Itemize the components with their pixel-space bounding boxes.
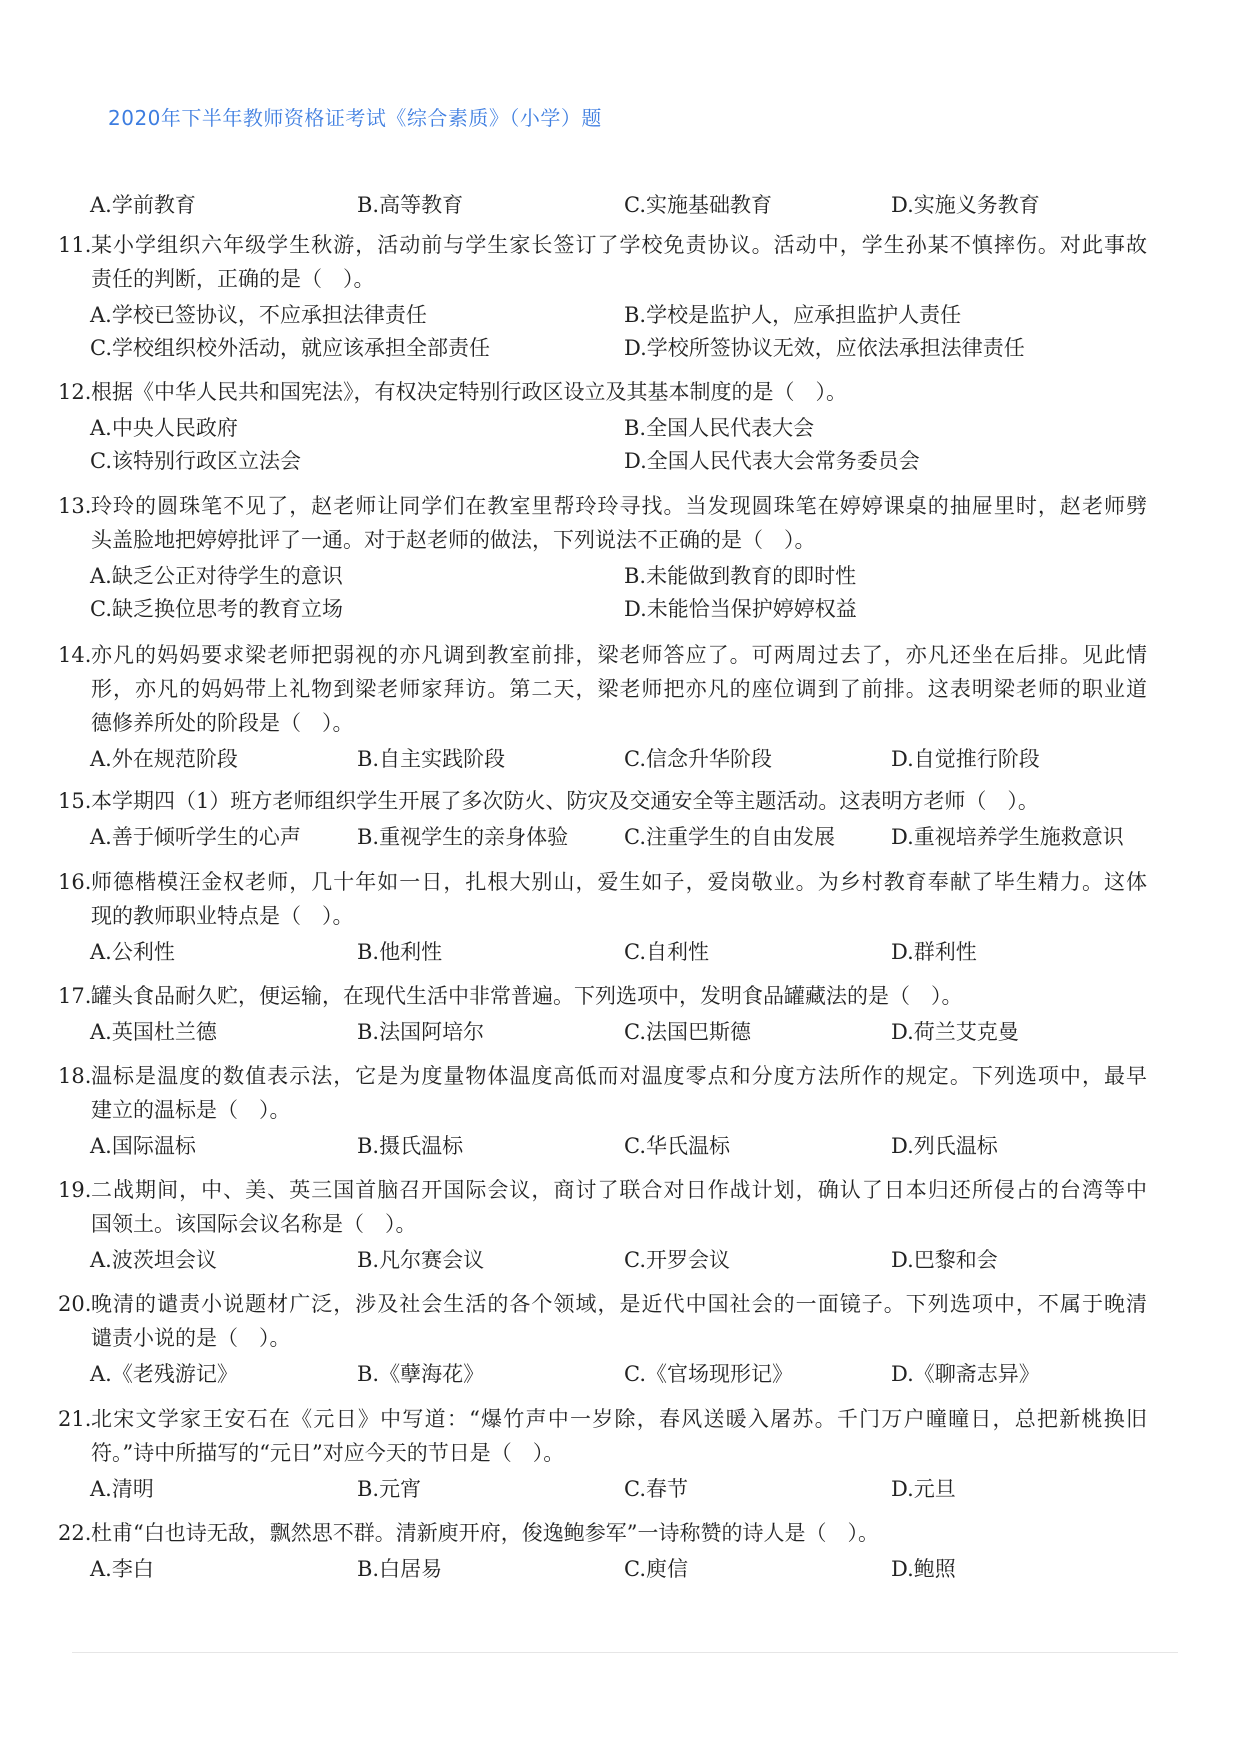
- question-stem: [0, 638, 1240, 740]
- question-number: 11.: [58, 233, 92, 257]
- answer-option-a: A.李白: [90, 1557, 154, 1581]
- question-text-line: 形，亦凡的妈妈带上礼物到梁老师家拜访。第二天，梁老师把亦凡的座位调到了前排。这表明梁老师的职业道: [91, 677, 1147, 701]
- question-stem: [0, 489, 1240, 557]
- answer-option-a: A.清明: [90, 1477, 154, 1501]
- answer-option-d: D.全国人民代表大会常务委员会: [624, 449, 920, 473]
- answer-option-b: B.重视学生的亲身体验: [357, 825, 569, 849]
- answer-option-b: B.学校是监护人，应承担监护人责任: [624, 303, 962, 327]
- question-text-line: 责任的判断，正确的是（ ）。: [91, 267, 375, 291]
- answer-option-d: D.自觉推行阶段: [891, 747, 1040, 771]
- answer-option-c: C.春节: [624, 1477, 688, 1501]
- question-number: 20.: [58, 1292, 92, 1316]
- question-text-line: 现的教师职业特点是（ ）。: [91, 904, 354, 928]
- answer-option-c: C.自利性: [624, 940, 709, 964]
- question-number: 12.: [58, 380, 92, 404]
- answer-option-a: A.波茨坦会议: [90, 1248, 217, 1272]
- answer-option-b: B.凡尔赛会议: [357, 1248, 485, 1272]
- answer-option-b: B.白居易: [357, 1557, 443, 1581]
- question-text-line: 德修养所处的阶段是（ ）。: [91, 711, 354, 735]
- question-stem: [0, 1173, 1240, 1241]
- question-number: 21.: [58, 1407, 92, 1431]
- question-text-line: 晚清的谴责小说题材广泛，涉及社会生活的各个领域，是近代中国社会的一面镜子。下列选项中，不属于晚清: [91, 1292, 1147, 1316]
- question-number: 15.: [58, 789, 92, 813]
- answer-option-d: D.实施义务教育: [891, 193, 1040, 217]
- answer-option-b: B.自主实践阶段: [357, 747, 506, 771]
- question-13: [0, 489, 1240, 621]
- answer-option-d: D.群利性: [891, 940, 977, 964]
- question-number: 13.: [58, 494, 92, 518]
- answer-option-b: B.摄氏温标: [357, 1134, 464, 1158]
- question-text-line: 符。”诗中所描写的“元日”对应今天的节日是（ ）。: [91, 1441, 565, 1465]
- question-stem: [0, 228, 1240, 296]
- answer-option-d: D.未能恰当保护婷婷权益: [624, 597, 857, 621]
- question-number: 17.: [58, 984, 92, 1008]
- answer-option-b: B.法国阿培尔: [357, 1020, 485, 1044]
- question-21: [0, 1402, 1240, 1501]
- question-text-line: 根据《中华人民共和国宪法》，有权决定特别行政区设立及其基本制度的是（ ）。: [91, 380, 847, 404]
- answer-option-a: A.公利性: [90, 940, 175, 964]
- answer-option-a: A.缺乏公正对待学生的意识: [90, 564, 343, 588]
- question-text-line: 北宋文学家王安石在《元日》中写道：“爆竹声中一岁除，春风送暖入屠苏。千门万户曈曈日，总把新桃换旧: [91, 1407, 1147, 1431]
- question-number: 14.: [58, 643, 92, 667]
- answer-option-a: A.《老残游记》: [90, 1362, 238, 1386]
- answer-option-c: C.法国巴斯德: [624, 1020, 751, 1044]
- answer-option-a: A.学校已签协议，不应承担法律责任: [90, 303, 427, 327]
- question-20: [0, 1287, 1240, 1386]
- answer-option-c: C.缺乏换位思考的教育立场: [90, 597, 343, 621]
- question-stem: [0, 1516, 1240, 1550]
- question-number: 16.: [58, 870, 92, 894]
- answer-option-d: D.学校所签协议无效，应依法承担法律责任: [624, 336, 1025, 360]
- answer-option-a: A.外在规范阶段: [90, 747, 238, 771]
- question-stem: [0, 979, 1240, 1013]
- answer-option-d: D.列氏温标: [891, 1134, 998, 1158]
- question-text-line: 杜甫“白也诗无敌，飘然思不群。清新庾开府，俊逸鲍参军”一诗称赞的诗人是（ ）。: [91, 1521, 879, 1545]
- question-text-line: 师德楷模汪金权老师，几十年如一日，扎根大别山，爱生如子，爱岗敬业。为乡村教育奉献了毕生精力。这体: [91, 870, 1147, 894]
- question-12: [0, 375, 1240, 473]
- answer-option-c: C.信念升华阶段: [624, 747, 772, 771]
- question-text-line: 温标是温度的数值表示法，它是为度量物体温度高低而对温度零点和分度方法所作的规定。下列选项中，最早: [91, 1064, 1147, 1088]
- question-19: [0, 1173, 1240, 1272]
- answer-option-c: C.开罗会议: [624, 1248, 730, 1272]
- page-divider: [72, 1652, 1178, 1653]
- answer-option-d: D.重视培养学生施救意识: [891, 825, 1124, 849]
- question-15: [0, 784, 1240, 849]
- answer-option-c: C.该特别行政区立法会: [90, 449, 301, 473]
- question-text-line: 二战期间，中、美、英三国首脑召开国际会议，商讨了联合对日作战计划，确认了日本归还所侵占的台湾等中: [91, 1178, 1147, 1202]
- question-22: [0, 1516, 1240, 1581]
- answer-option-d: D.元旦: [891, 1477, 956, 1501]
- question-text-line: 罐头食品耐久贮，便运输，在现代生活中非常普遍。下列选项中，发明食品罐藏法的是（ ）。: [91, 984, 963, 1008]
- answer-option-b: B.他利性: [357, 940, 443, 964]
- answer-option-a: A.学前教育: [90, 193, 196, 217]
- answer-option-a: A.善于倾听学生的心声: [90, 825, 301, 849]
- answer-option-c: C.实施基础教育: [624, 193, 772, 217]
- answer-option-d: D.《聊斋志异》: [891, 1362, 1040, 1386]
- question-text-line: 亦凡的妈妈要求梁老师把弱视的亦凡调到教室前排，梁老师答应了。可两周过去了，亦凡还坐在后排。见此情: [91, 643, 1147, 667]
- question-stem: [0, 784, 1240, 818]
- answer-option-d: D.荷兰艾克曼: [891, 1020, 1019, 1044]
- answer-option-a: A.国际温标: [90, 1134, 196, 1158]
- question-18: [0, 1059, 1240, 1158]
- question-text-line: 本学期四（1）班方老师组织学生开展了多次防火、防灾及交通安全等主题活动。这表明方老师（ ）。: [91, 789, 1039, 813]
- question-16: [0, 865, 1240, 964]
- question-stem: [0, 865, 1240, 933]
- answer-option-a: A.英国杜兰德: [90, 1020, 217, 1044]
- question-number: 22.: [58, 1521, 92, 1545]
- answer-option-c: C.华氏温标: [624, 1134, 730, 1158]
- answer-option-b: B.未能做到教育的即时性: [624, 564, 857, 588]
- answer-option-c: C.《官场现形记》: [624, 1362, 793, 1386]
- answer-option-b: B.高等教育: [357, 193, 464, 217]
- question-text-line: 建立的温标是（ ）。: [91, 1098, 291, 1122]
- question-11: [0, 228, 1240, 360]
- answer-option-c: C.学校组织校外活动，就应该承担全部责任: [90, 336, 490, 360]
- answer-option-d: D.鲍照: [891, 1557, 956, 1581]
- question-number: 18.: [58, 1064, 92, 1088]
- question-stem: [0, 1287, 1240, 1355]
- question-number: 19.: [58, 1178, 92, 1202]
- document-title: 2020年下半年教师资格证考试《综合素质》（小学）题: [108, 106, 602, 130]
- question-stem: [0, 375, 1240, 409]
- question-14: [0, 638, 1240, 771]
- answer-option-b: B.元宵: [357, 1477, 422, 1501]
- answer-option-b: B.《孽海花》: [357, 1362, 485, 1386]
- question-text-line: 头盖脸地把婷婷批评了一通。对于赵老师的做法，下列说法不正确的是（ ）。: [91, 528, 816, 552]
- question-17: [0, 979, 1240, 1044]
- answer-option-c: C.注重学生的自由发展: [624, 825, 835, 849]
- answer-option-a: A.中央人民政府: [90, 416, 238, 440]
- question-stem: [0, 1059, 1240, 1127]
- answer-option-b: B.全国人民代表大会: [624, 416, 815, 440]
- answer-option-c: C.庾信: [624, 1557, 688, 1581]
- question-text-line: 某小学组织六年级学生秋游，活动前与学生家长签订了学校免责协议。活动中，学生孙某不慎摔伤。对此事故: [91, 233, 1147, 257]
- answer-option-d: D.巴黎和会: [891, 1248, 998, 1272]
- question-text-line: 国领土。该国际会议名称是（ ）。: [91, 1212, 417, 1236]
- question-text-line: 玲玲的圆珠笔不见了，赵老师让同学们在教室里帮玲玲寻找。当发现圆珠笔在婷婷课桌的抽屉里时，赵老师劈: [91, 494, 1147, 518]
- question-stem: [0, 1402, 1240, 1470]
- question-text-line: 谴责小说的是（ ）。: [91, 1326, 291, 1350]
